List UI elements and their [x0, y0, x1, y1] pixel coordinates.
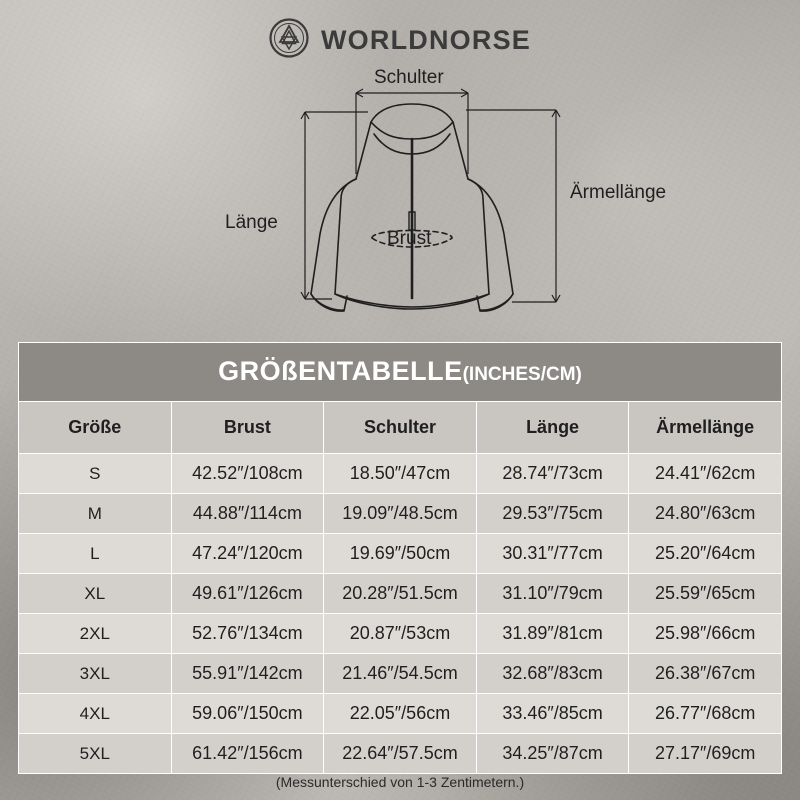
label-chest: Brust: [387, 228, 432, 249]
table-row: [19, 534, 782, 574]
cell-length: 31.89″/81cm: [476, 614, 629, 654]
cell-size: M: [19, 494, 172, 534]
cell-size: 4XL: [19, 694, 172, 734]
cell-shoulder: 19.09″/48.5cm: [324, 494, 477, 534]
table-header-row: [19, 402, 782, 454]
cell-sleeve: 24.41″/62cm: [629, 454, 782, 494]
table-row: [19, 734, 782, 774]
garment-diagram: [0, 62, 800, 334]
cell-length: 33.46″/85cm: [476, 694, 629, 734]
cell-sleeve: 25.98″/66cm: [629, 614, 782, 654]
column-header-size: Größe: [19, 402, 172, 454]
cell-chest: 52.76″/134cm: [171, 614, 324, 654]
cell-sleeve: 25.20″/64cm: [629, 534, 782, 574]
cell-size: XL: [19, 574, 172, 614]
table-row: [19, 694, 782, 734]
cell-chest: 47.24″/120cm: [171, 534, 324, 574]
table-row: [19, 574, 782, 614]
label-shoulder: Schulter: [374, 67, 444, 88]
brand-name: WORLDNORSE: [321, 25, 531, 55]
cell-size: L: [19, 534, 172, 574]
cell-shoulder: 18.50″/47cm: [324, 454, 477, 494]
table-body: [19, 454, 782, 774]
cell-shoulder: 20.28″/51.5cm: [324, 574, 477, 614]
cell-chest: 59.06″/150cm: [171, 694, 324, 734]
cell-length: 32.68″/83cm: [476, 654, 629, 694]
column-header-length: Länge: [476, 402, 629, 454]
table-row: [19, 614, 782, 654]
table-row: [19, 654, 782, 694]
cell-sleeve: 24.80″/63cm: [629, 494, 782, 534]
cell-chest: 44.88″/114cm: [171, 494, 324, 534]
table-title-row: [19, 343, 782, 402]
cell-sleeve: 27.17″/69cm: [629, 734, 782, 774]
cell-chest: 61.42″/156cm: [171, 734, 324, 774]
label-sleeve: Ärmellänge: [570, 182, 667, 203]
size-table-wrapper: [18, 342, 782, 774]
cell-size: 5XL: [19, 734, 172, 774]
cell-shoulder: 20.87″/53cm: [324, 614, 477, 654]
cell-length: 31.10″/79cm: [476, 574, 629, 614]
cell-size: 2XL: [19, 614, 172, 654]
cell-chest: 42.52″/108cm: [171, 454, 324, 494]
table-title: GRÖßENTABELLE: [218, 356, 463, 386]
label-length: Länge: [225, 212, 278, 233]
cell-sleeve: 26.77″/68cm: [629, 694, 782, 734]
cell-shoulder: 21.46″/54.5cm: [324, 654, 477, 694]
valknut-knot-icon: [269, 18, 309, 63]
column-header-chest: Brust: [171, 402, 324, 454]
brand-header: [0, 18, 800, 63]
table-title-cell: [19, 343, 782, 402]
cell-size: S: [19, 454, 172, 494]
cell-size: 3XL: [19, 654, 172, 694]
cell-length: 28.74″/73cm: [476, 454, 629, 494]
column-header-shoulder: Schulter: [324, 402, 477, 454]
hoodie-outline-icon: [0, 62, 800, 334]
cell-length: 30.31″/77cm: [476, 534, 629, 574]
cell-chest: 55.91″/142cm: [171, 654, 324, 694]
cell-shoulder: 19.69″/50cm: [324, 534, 477, 574]
measurement-note: (Messunterschied von 1-3 Zentimetern.): [275, 774, 525, 790]
cell-chest: 49.61″/126cm: [171, 574, 324, 614]
table-row: [19, 494, 782, 534]
table-row: [19, 454, 782, 494]
cell-length: 29.53″/75cm: [476, 494, 629, 534]
cell-shoulder: 22.05″/56cm: [324, 694, 477, 734]
cell-shoulder: 22.64″/57.5cm: [324, 734, 477, 774]
cell-sleeve: 25.59″/65cm: [629, 574, 782, 614]
column-header-sleeve: Ärmellänge: [629, 402, 782, 454]
cell-length: 34.25″/87cm: [476, 734, 629, 774]
cell-sleeve: 26.38″/67cm: [629, 654, 782, 694]
size-table: [18, 342, 782, 774]
table-title-units: (INCHES/CM): [462, 364, 582, 385]
